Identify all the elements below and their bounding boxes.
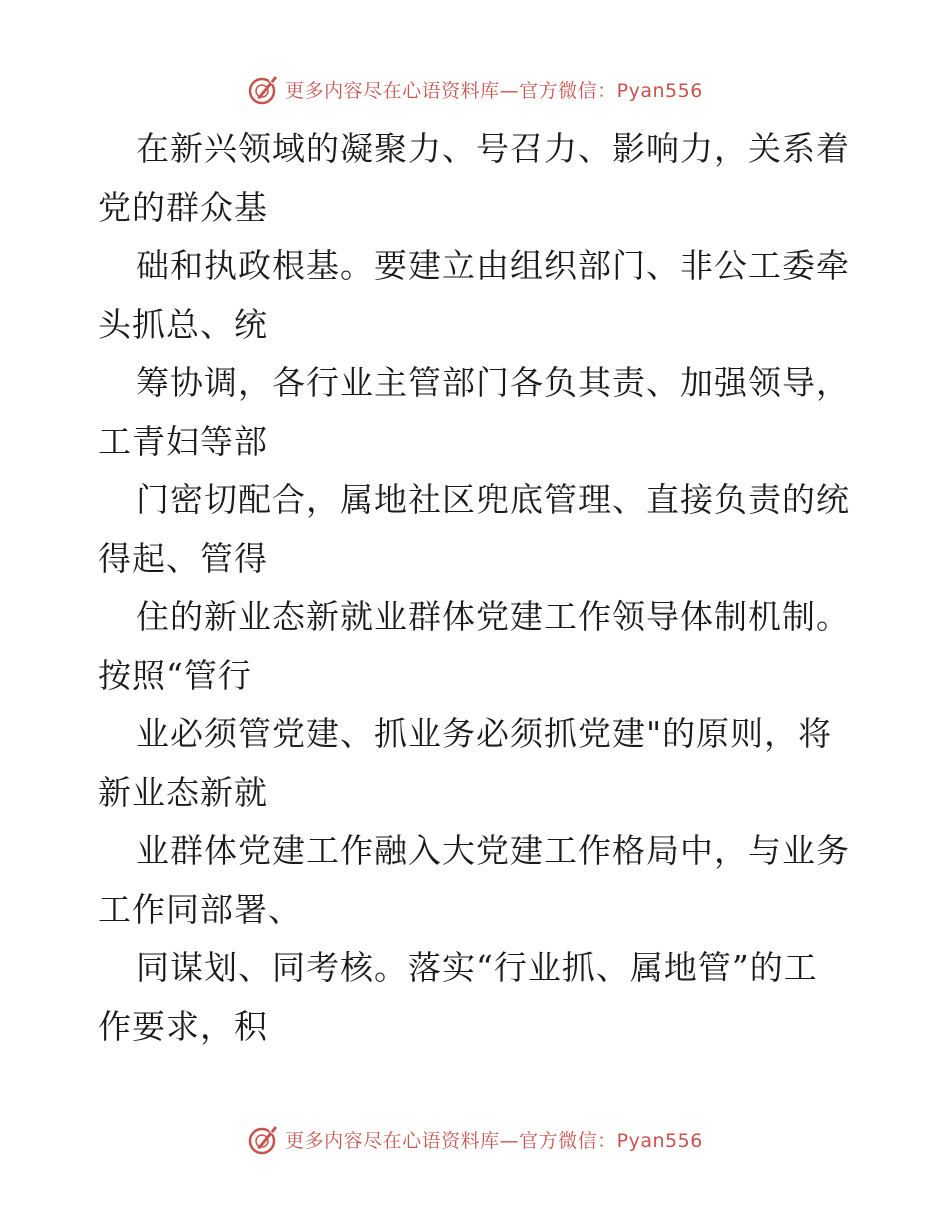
body-text-line: 业群体党建工作融入大党建工作格局中，与业务: [136, 831, 850, 870]
footer-watermark: [0, 1122, 950, 1156]
body-text-line: 得起、管得: [98, 538, 268, 578]
body-text-line: 工作同部署、: [98, 889, 302, 929]
body-text-line: 门密切配合，属地社区兜底管理、直接负责的统: [136, 480, 850, 519]
body-text-line: 同谋划、同考核。落实“行业抓、属地管”的工: [136, 948, 818, 987]
body-text-line: 作要求，积: [98, 1006, 268, 1046]
header-watermark: [0, 72, 950, 106]
quill-logo-icon: [247, 1122, 281, 1156]
body-text-line: 础和执政根基。要建立由组织部门、非公工委牵: [136, 246, 850, 285]
body-text-line: 工青妇等部: [98, 421, 268, 461]
body-text-line: 在新兴领域的凝聚力、号召力、影响力，关系着: [136, 129, 850, 168]
watermark-text: 更多内容尽在心语资料库—官方微信：Pyan556: [285, 79, 703, 102]
body-text-line: 新业态新就: [98, 772, 268, 812]
body-text-line: 按照“管行: [98, 655, 252, 695]
body-text-line: 头抓总、统: [98, 304, 268, 344]
document-body: [98, 120, 858, 1056]
quill-logo-icon: [247, 72, 281, 106]
watermark-text: 更多内容尽在心语资料库—官方微信：Pyan556: [285, 1129, 703, 1152]
body-text-line: 业必须管党建、抓业务必须抓党建"的原则，将: [136, 714, 833, 753]
body-text-line: 筹协调，各行业主管部门各负其责、加强领导，: [136, 363, 850, 402]
body-text-line: 党的群众基: [98, 187, 268, 227]
body-text-line: 住的新业态新就业群体党建工作领导体制机制。: [136, 597, 850, 636]
